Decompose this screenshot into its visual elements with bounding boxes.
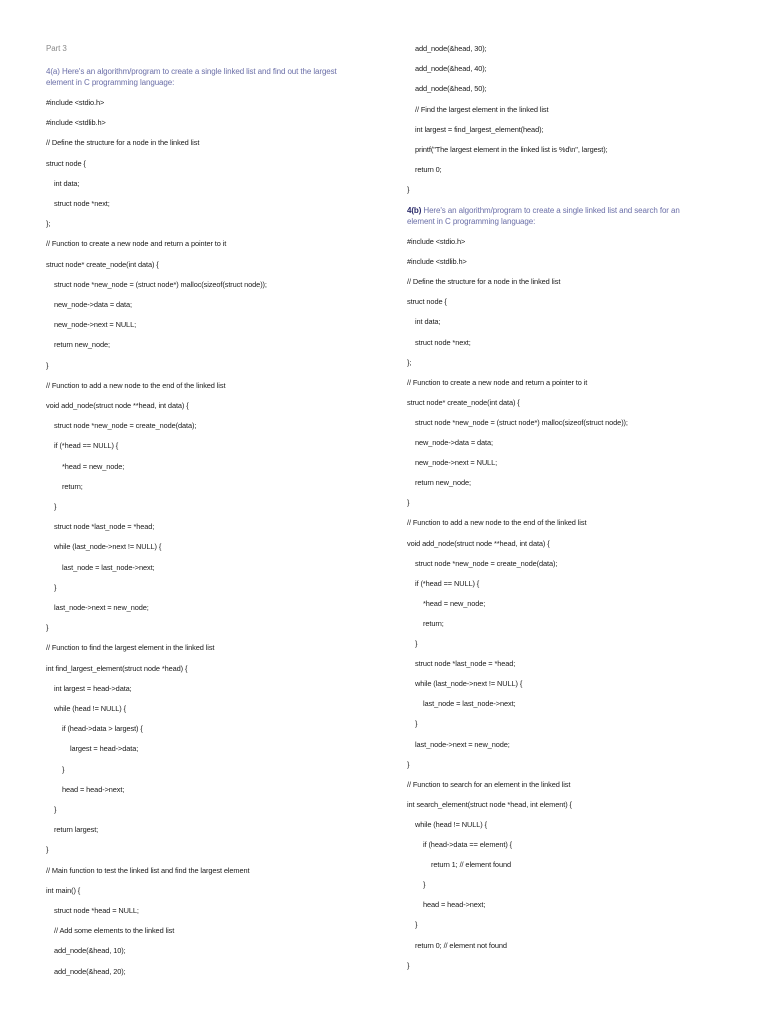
code-line: // Find the largest element in the linked list [415,104,549,114]
code-line: int find_largest_element(struct node *head) { [46,663,188,673]
code-line: new_node->data = data; [54,300,132,309]
code-line: last_node->next = new_node; [54,603,149,612]
code-line: // Main function to test the linked list and find the largest element [46,865,250,875]
code-line: add_node(&head, 50); [415,84,487,94]
code-line: // Function to find the largest element in the linked list [46,643,215,653]
code-line: new_node->data = data; [415,438,493,447]
question-4b-heading [407,205,707,227]
code-line: last_node->next = new_node; [415,739,510,749]
code-line: } [62,764,65,774]
code-line: struct node *new_node = (struct node*) malloc(sizeof(struct node)); [415,417,628,427]
code-line: struct node *new_node = create_node(data); [54,421,197,431]
code-line: struct node *new_node = (struct node*) malloc(sizeof(struct node)); [54,279,267,289]
code-line: } [46,845,49,855]
code-line: #include <stdio.h> [46,98,105,107]
code-line: largest = head->data; [70,744,139,754]
code-line: int data; [54,178,80,188]
question-4a-heading: 4(a) Here's an algorithm/program to create a single linked list and find out the largest element in C programming language: [46,67,337,87]
code-line: } [407,498,410,508]
code-line: add_node(&head, 40); [415,64,487,74]
code-line: // Function to add a new node to the end of the linked list [407,518,587,528]
code-line: #include <stdlib.h> [46,118,106,128]
code-line: } [46,360,49,370]
code-line: return new_node; [54,340,110,350]
code-line: head = head->next; [423,900,486,910]
code-line: // Function to search for an element in the linked list [407,779,571,789]
question-4b-text: Here's an algorithm/program to create a single linked list and search for an element in C programming language: [407,206,680,226]
code-line: add_node(&head, 20); [54,966,126,976]
code-line: // Function to create a new node and return a pointer to it [407,377,588,387]
code-line: } [407,960,410,970]
code-line: }; [46,219,51,229]
code-line: new_node->next = NULL; [415,458,498,468]
code-line: *head = new_node; [62,461,125,471]
code-line: } [415,639,418,648]
code-line: while (last_node->next != NULL) { [54,542,162,552]
code-line: // Add some elements to the linked list [54,926,175,936]
code-line: while (last_node->next != NULL) { [415,679,523,689]
code-line: int search_element(struct node *head, int element) { [407,799,572,809]
code-line: return new_node; [415,478,471,488]
code-line: if (head->data == element) { [423,840,513,849]
code-line: while (head != NULL) { [415,819,487,829]
code-line: } [46,623,49,633]
code-line: return; [423,618,444,628]
code-line: int data; [415,317,441,327]
code-line: } [423,880,426,890]
code-line: return; [62,481,83,491]
code-line: struct node* create_node(int data) { [407,397,520,407]
code-line: #include <stdio.h> [407,237,466,246]
code-line: struct node *next; [54,199,110,208]
code-line: void add_node(struct node **head, int data) { [46,401,189,410]
code-line: int main() { [46,885,81,895]
code-line: struct node *last_node = *head; [415,659,516,669]
code-line: if (*head == NULL) { [415,578,480,588]
code-line: head = head->next; [62,784,125,794]
code-line: struct node *last_node = *head; [54,522,155,532]
code-line: struct node *next; [415,337,471,347]
code-line: last_node = last_node->next; [62,562,155,572]
code-line: if (head->data > largest) { [62,724,143,734]
code-line: *head = new_node; [423,598,486,608]
code-line: add_node(&head, 10); [54,946,126,956]
code-line: } [407,759,410,769]
code-line: // Function to create a new node and return a pointer to it [46,239,227,249]
code-line: // Function to add a new node to the end of the linked list [46,380,226,390]
code-line: struct node *head = NULL; [54,906,139,915]
code-line: if (*head == NULL) { [54,441,119,451]
code-line: struct node *new_node = create_node(data); [415,558,558,568]
code-line: return largest; [54,825,99,835]
code-line: // Define the structure for a node in the linked list [46,138,200,148]
code-line: } [407,185,410,195]
code-line: struct node* create_node(int data) { [46,259,159,269]
code-line: #include <stdlib.h> [407,257,467,267]
code-line: int largest = find_largest_element(head); [415,124,544,134]
code-line: last_node = last_node->next; [423,699,516,709]
code-line: new_node->next = NULL; [54,320,137,330]
code-line: } [54,502,57,511]
code-line: } [54,582,57,592]
code-line: }; [407,357,412,367]
code-line: } [415,719,418,729]
code-line: return 0; // element not found [415,940,507,950]
code-line: struct node { [46,158,86,168]
code-line: while (head != NULL) { [54,704,126,713]
code-line: return 0; [415,165,442,175]
code-line: } [54,805,57,814]
part-label: Part 3 [46,44,67,53]
code-line: return 1; // element found [431,860,511,870]
code-line: // Define the structure for a node in the linked list [407,277,561,287]
code-line: add_node(&head, 30); [415,44,487,53]
question-4b-label: 4(b) [407,206,422,215]
code-line: printf("The largest element in the linked list is %d\n", largest); [415,145,608,154]
code-line: int largest = head->data; [54,683,132,693]
code-line: void add_node(struct node **head, int data) { [407,538,550,548]
code-line: } [415,920,418,930]
code-line: struct node { [407,297,447,307]
